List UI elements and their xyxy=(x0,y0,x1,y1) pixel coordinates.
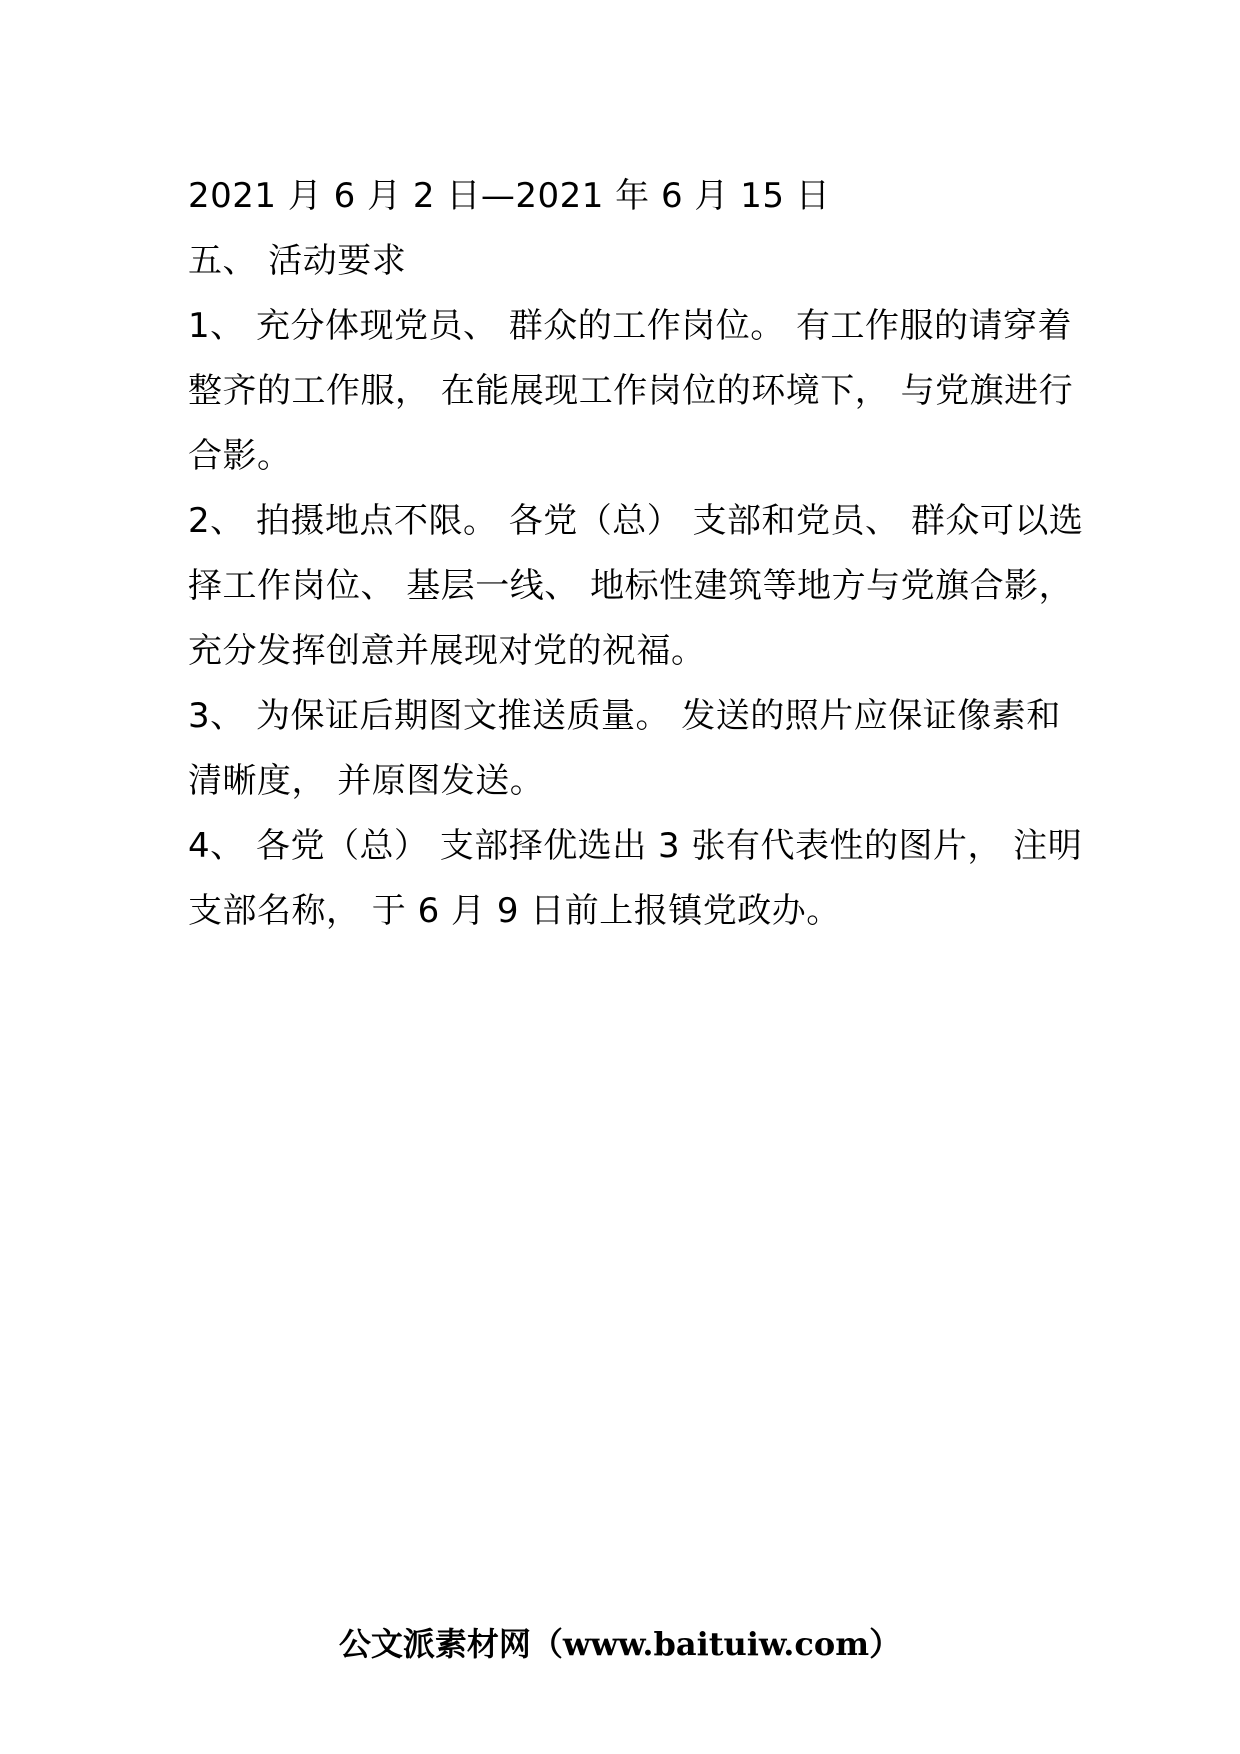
requirement-2-line-2: 择工作岗位、 基层一线、 地标性建筑等地方与党旗合影， xyxy=(188,566,1074,606)
section-heading-requirements: 五、 活动要求 xyxy=(188,241,407,281)
requirement-4-line-1: 4、 各党（总） 支部择优选出 3 张有代表性的图片， 注明 xyxy=(188,826,1083,866)
requirement-2-line-1: 2、 拍摄地点不限。 各党（总） 支部和党员、 群众可以选 xyxy=(188,501,1084,541)
requirement-3-line-2: 清晰度， 并原图发送。 xyxy=(188,761,545,801)
requirement-1-line-1: 1、 充分体现党员、 群众的工作岗位。 有工作服的请穿着 xyxy=(188,306,1073,346)
requirement-2-line-3: 充分发挥创意并展现对党的祝福。 xyxy=(188,631,706,671)
requirement-4-line-2: 支部名称， 于 6 月 9 日前上报镇党政办。 xyxy=(188,891,841,931)
requirement-1-line-3: 合影。 xyxy=(188,436,292,476)
requirement-3-line-1: 3、 为保证后期图文推送质量。 发送的照片应保证像素和 xyxy=(188,696,1061,736)
requirement-1-line-2: 整齐的工作服， 在能展现工作岗位的环境下， 与党旗进行 xyxy=(188,371,1074,411)
footer-watermark-text: 公文派素材网（www.baituiw.com） xyxy=(338,1625,902,1663)
document-body xyxy=(188,164,1084,944)
activity-date-range: 2021 月 6 月 2 日—2021 年 6 月 15 日 xyxy=(188,176,831,216)
